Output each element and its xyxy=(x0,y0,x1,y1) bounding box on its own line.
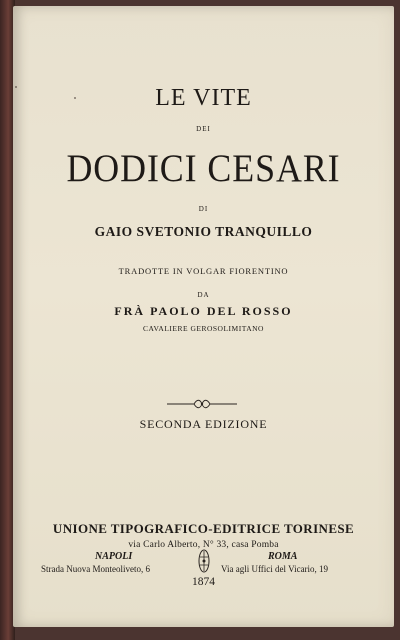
address-roma: Via agli Uffici del Vicario, 19 xyxy=(221,564,329,574)
translator-title: CAVALIERE GEROSOLIMITANO xyxy=(143,324,264,333)
city-napoli: NAPOLI xyxy=(95,551,133,562)
address-napoli: Strada Nuova Monteoliveto, 6 xyxy=(41,564,150,574)
main-title: DODICI CESARI xyxy=(66,147,341,190)
title-line-le-vite: LE VITE xyxy=(155,85,252,111)
translation-note: TRADOTTE IN VOLGAR FIORENTINO xyxy=(118,266,289,276)
city-roma: ROMA xyxy=(268,551,298,562)
publisher-address: via Carlo Alberto, N° 33, casa Pomba xyxy=(128,540,279,550)
publisher-name: UNIONE TIPOGRAFICO-EDITRICE TORINESE xyxy=(52,521,355,536)
author-name: GAIO SVETONIO TRANQUILLO xyxy=(94,224,313,239)
title-page xyxy=(13,6,394,627)
translator-da: DA xyxy=(197,291,210,299)
publication-year: 1874 xyxy=(192,576,215,588)
ornamental-rule-icon xyxy=(167,398,237,410)
title-line-dei: DEI xyxy=(196,125,211,133)
publisher-seal-icon xyxy=(197,547,211,575)
translator-name: FRÀ PAOLO DEL ROSSO xyxy=(114,304,293,318)
title-line-di: DI xyxy=(198,205,209,213)
edition-label: SECONDA EDIZIONE xyxy=(139,417,268,431)
